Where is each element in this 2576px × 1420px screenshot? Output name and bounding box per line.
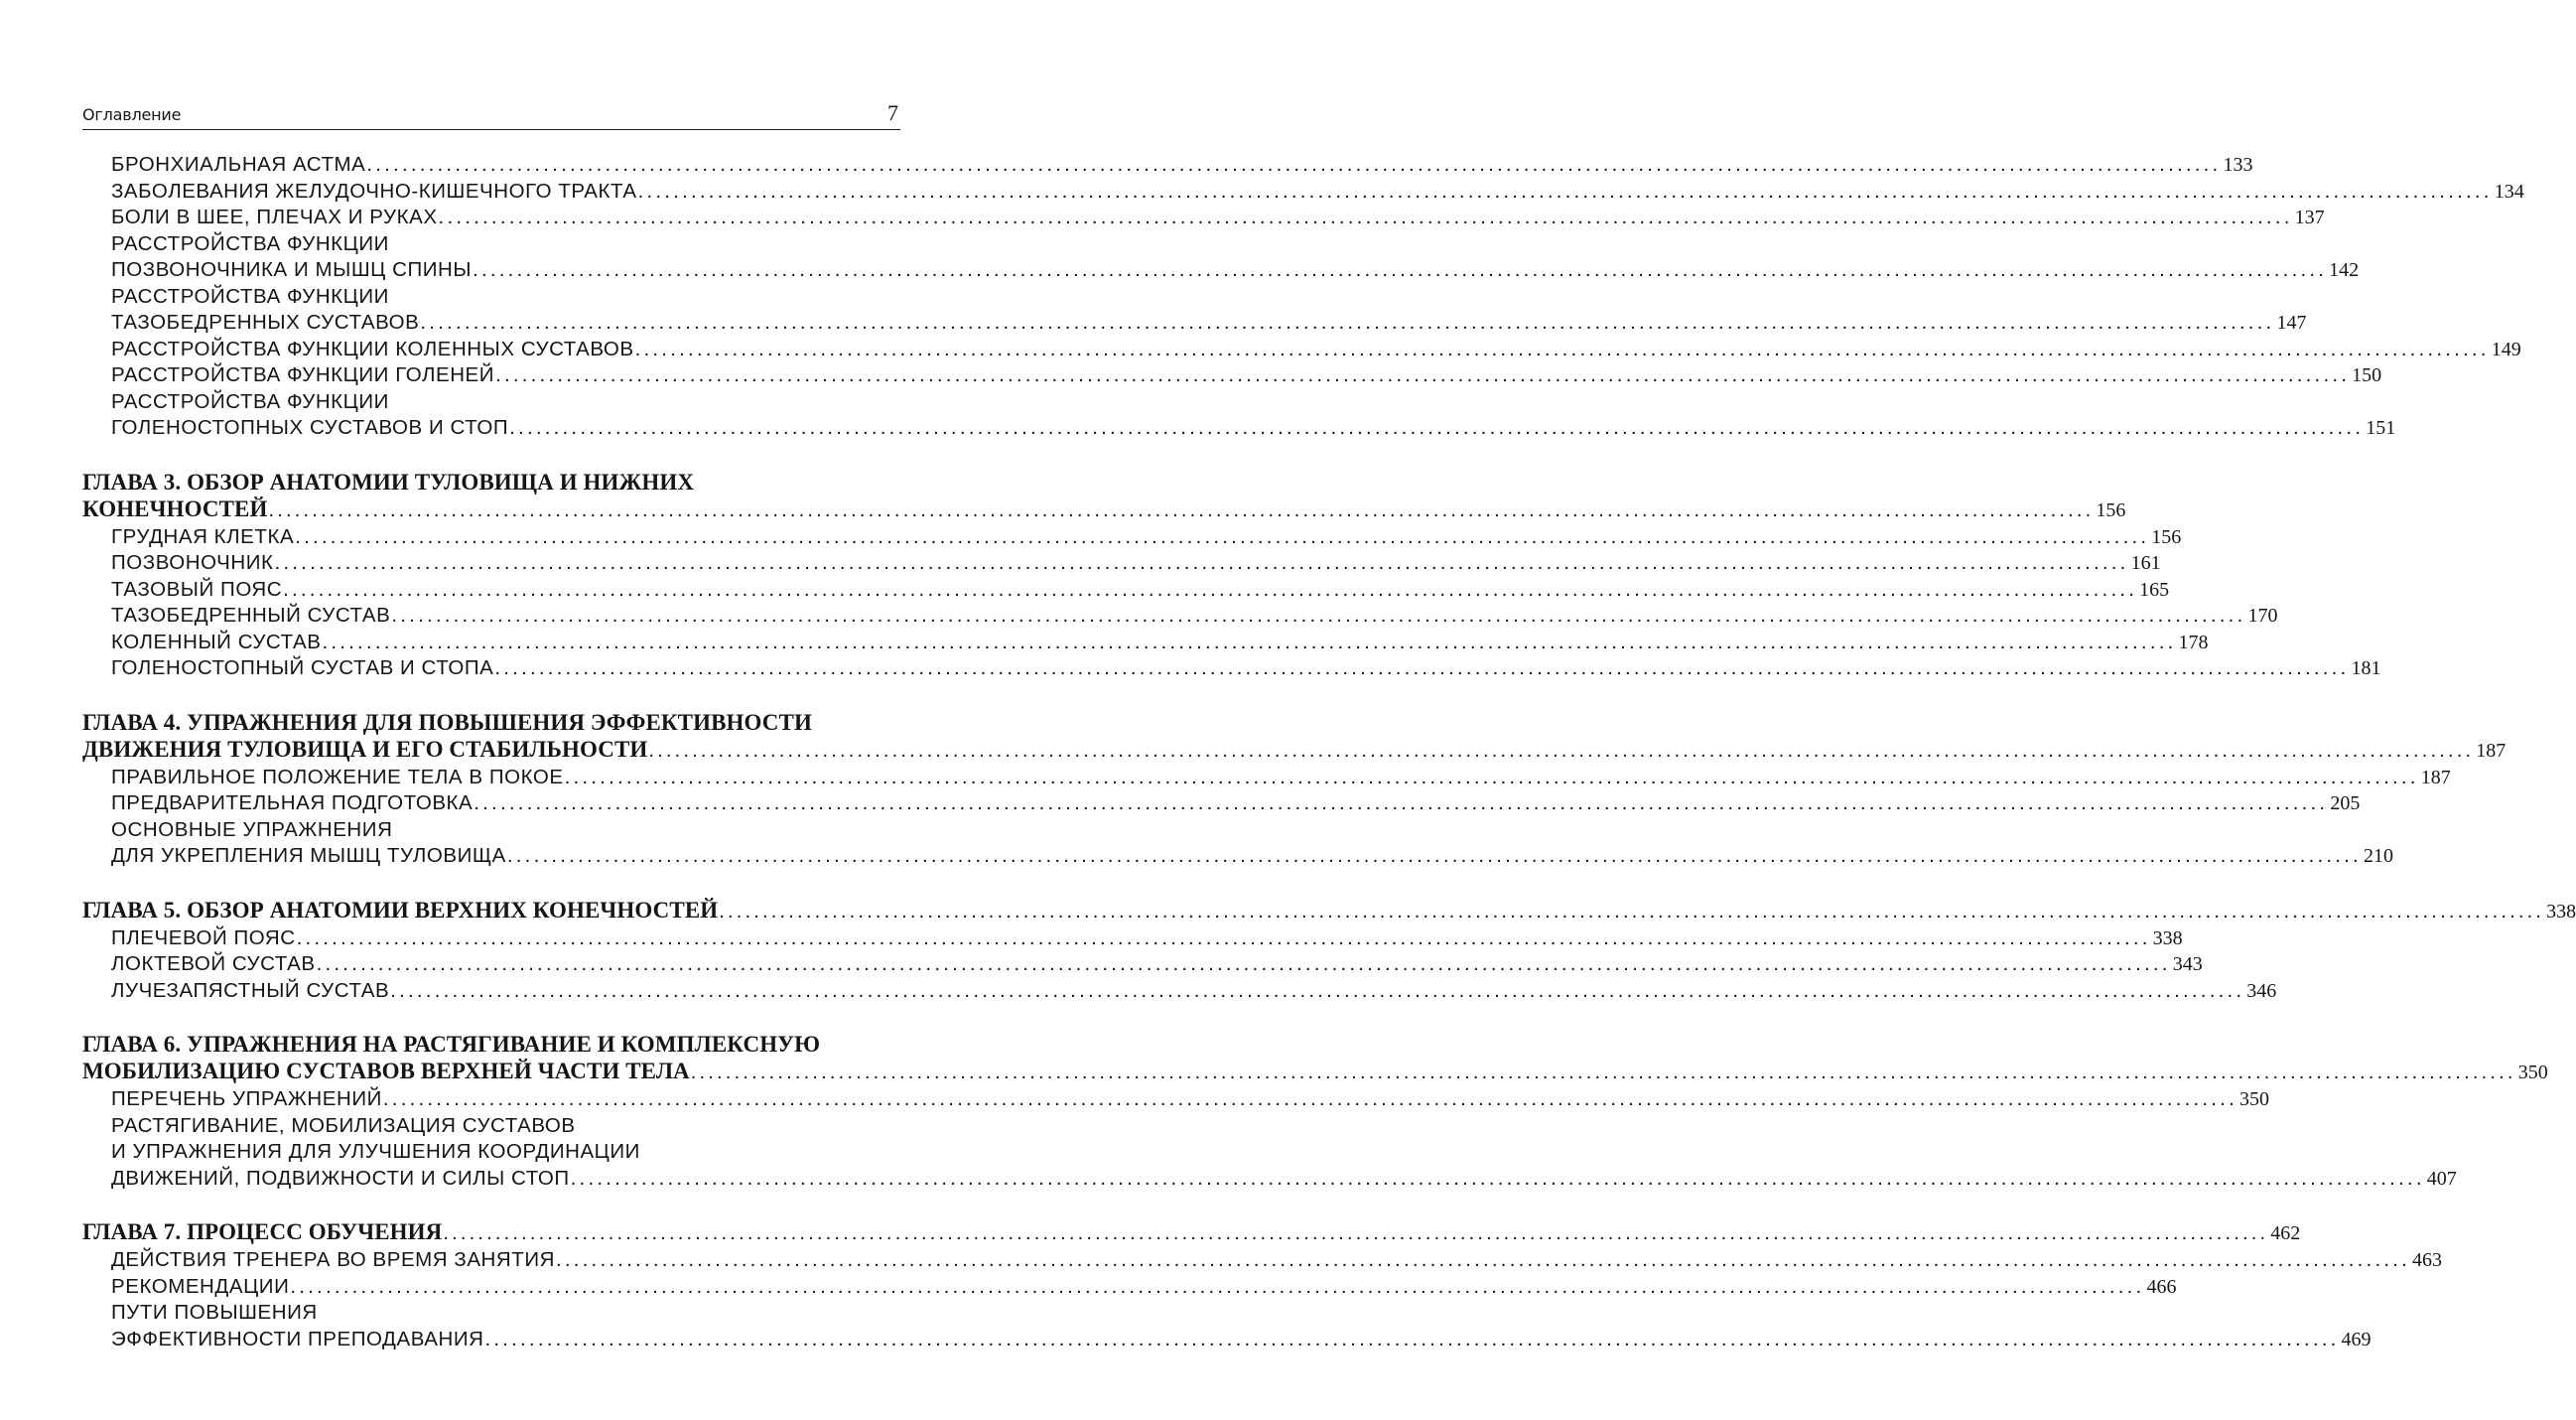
- toc-entry-title: РАССТРОЙСТВА ФУНКЦИИ: [111, 231, 389, 255]
- toc-entry-title: ПОЗВОНОЧНИКА И МЫШЦ СПИНЫ: [111, 258, 473, 281]
- dot-leader: [443, 1220, 2268, 1247]
- toc-entry-line: [82, 1218, 2301, 1247]
- toc-entry: [82, 925, 2183, 952]
- toc-entry-line: [82, 709, 900, 736]
- toc-chapter-heading: [82, 1031, 2548, 1086]
- toc-page-number: 469: [2341, 1328, 2372, 1350]
- toc-entry: [82, 205, 2325, 231]
- toc-entry-line: [111, 577, 2170, 604]
- toc-entry-title: ЗАБОЛЕВАНИЯ ЖЕЛУДОЧНО-КИШЕЧНОГО ТРАКТА: [111, 179, 637, 203]
- toc-page-number: 187: [2420, 766, 2451, 788]
- toc-page-number: 178: [2178, 631, 2209, 653]
- dot-leader: [366, 152, 2221, 179]
- toc-entry-line: [111, 1327, 2372, 1353]
- toc-entry-title: РАССТРОЙСТВА ФУНКЦИИ ГОЛЕНЕЙ: [111, 363, 495, 386]
- dot-leader: [383, 1086, 2237, 1113]
- toc-entry-line: [111, 1113, 900, 1140]
- toc-chapter-heading: [82, 709, 2507, 765]
- toc-entry-line: [82, 496, 2126, 524]
- toc-entry-line: [111, 257, 2360, 284]
- toc-page-number: 170: [2247, 605, 2278, 627]
- dot-leader: [391, 603, 2245, 630]
- toc-page-number: 338: [2546, 900, 2576, 923]
- toc-entry-line: [111, 1086, 2269, 1113]
- toc-entry-line: [82, 1058, 2548, 1086]
- toc-entry-title: ПРЕДВАРИТЕЛЬНАЯ ПОДГОТОВКА: [111, 791, 474, 814]
- toc-entry-line: [111, 550, 2161, 577]
- table-of-contents: [82, 152, 2576, 1352]
- toc-entry: [82, 978, 2277, 1005]
- dot-leader: [507, 843, 2362, 870]
- toc-entry-line: [111, 284, 900, 311]
- toc-page-number: 142: [2329, 259, 2360, 281]
- toc-page-number: 181: [2351, 657, 2381, 679]
- toc-entry: [82, 1113, 2457, 1193]
- toc-entry-line: [111, 951, 2203, 978]
- toc-page-number: 350: [2238, 1088, 2269, 1110]
- dot-leader: [494, 655, 2349, 682]
- toc-entry-title: ГЛАВА 6. УПРАЖНЕНИЯ НА РАСТЯГИВАНИЕ И КОМПЛЕКСНУЮ: [82, 1032, 821, 1057]
- dot-leader: [420, 310, 2274, 337]
- toc-page-number: 156: [2096, 498, 2126, 521]
- toc-entry-title: ГОЛЕНОСТОПНЫЙ СУСТАВ И СТОПА: [111, 656, 494, 679]
- toc-entry-title: И УПРАЖНЕНИЯ ДЛЯ УЛУЧШЕНИЯ КООРДИНАЦИИ: [111, 1140, 640, 1163]
- toc-chapter-heading: [82, 1218, 2301, 1247]
- toc-entry: [82, 1086, 2269, 1113]
- toc-chapter-heading: [82, 897, 2576, 925]
- toc-entry: [82, 284, 2307, 337]
- toc-entry: [82, 1300, 2372, 1352]
- toc-entry-line: [111, 1139, 900, 1166]
- toc-entry-line: [111, 1166, 2457, 1193]
- dot-leader: [295, 524, 2149, 551]
- toc-entry-line: [111, 152, 2253, 179]
- toc-page-number: 147: [2276, 312, 2307, 334]
- dot-leader: [648, 738, 2474, 765]
- toc-entry-line: [111, 310, 2307, 337]
- toc-page-number: 210: [2363, 845, 2393, 867]
- toc-page-number: 350: [2517, 1062, 2548, 1083]
- toc-chapter-heading: [82, 469, 2126, 524]
- toc-entry-line: [111, 765, 2451, 791]
- book-page: [82, 99, 2576, 1352]
- toc-page-number: 161: [2130, 552, 2161, 574]
- dot-leader: [283, 577, 2137, 604]
- toc-entry-title: ГРУДНАЯ КЛЕТКА: [111, 524, 295, 548]
- dot-leader: [691, 1060, 2516, 1086]
- toc-entry-line: [111, 231, 900, 258]
- toc-entry-line: [111, 337, 2521, 363]
- toc-entry-title: РАССТРОЙСТВА ФУНКЦИИ: [111, 389, 389, 413]
- toc-entry: [82, 1247, 2443, 1274]
- toc-entry-line: [111, 1247, 2443, 1274]
- toc-entry-title: ОСНОВНЫЕ УПРАЖНЕНИЯ: [111, 817, 393, 841]
- toc-page-number: 463: [2412, 1249, 2443, 1271]
- toc-entry: [82, 951, 2203, 978]
- toc-entry: [82, 1274, 2177, 1301]
- toc-entry-title: РЕКОМЕНДАЦИИ: [111, 1274, 290, 1298]
- toc-page-number: 165: [2139, 578, 2170, 601]
- toc-page-number: 187: [2476, 739, 2507, 762]
- toc-entry-title: ДВИЖЕНИЙ, ПОДВИЖНОСТИ И СИЛЫ СТОП: [111, 1166, 570, 1190]
- toc-entry-title: ГОЛЕНОСТОПНЫХ СУСТАВОВ И СТОП: [111, 416, 509, 439]
- dot-leader: [390, 978, 2244, 1005]
- toc-page-number: 205: [2330, 792, 2361, 814]
- toc-entry-title: РАСТЯГИВАНИЕ, МОБИЛИЗАЦИЯ СУСТАВОВ: [111, 1113, 576, 1137]
- toc-page-number: 338: [2152, 926, 2183, 949]
- toc-entry-title: ПУТИ ПОВЫШЕНИЯ: [111, 1301, 318, 1324]
- toc-entry-line: [82, 736, 2507, 765]
- toc-page-number: 134: [2494, 180, 2524, 203]
- toc-entry-line: [111, 817, 900, 844]
- dot-leader: [297, 925, 2151, 952]
- toc-entry-title: РАССТРОЙСТВА ФУНКЦИИ: [111, 284, 389, 308]
- toc-entry-title: ПРАВИЛЬНОЕ ПОЛОЖЕНИЕ ТЕЛА В ПОКОЕ: [111, 765, 564, 788]
- toc-page-number: 407: [2426, 1167, 2457, 1190]
- toc-entry-title: БОЛИ В ШЕЕ, ПЛЕЧАХ И РУКАХ: [111, 206, 438, 228]
- toc-entry-line: [111, 978, 2277, 1005]
- toc-entry-title: ТАЗОБЕДРЕННЫЙ СУСТАВ: [111, 604, 391, 627]
- toc-entry-title: ГЛАВА 5. ОБЗОР АНАТОМИИ ВЕРХНИХ КОНЕЧНОСТЕЙ: [82, 897, 719, 923]
- toc-entry-line: [111, 415, 2396, 442]
- toc-entry-title: ПЕРЕЧЕНЬ УПРАЖНЕНИЙ: [111, 1087, 382, 1110]
- toc-entry: [82, 389, 2396, 442]
- dot-leader: [638, 179, 2493, 206]
- dot-leader: [635, 337, 2490, 363]
- toc-entry-line: [82, 1031, 900, 1058]
- toc-entry-title: БРОНХИАЛЬНАЯ АСТМА: [111, 153, 366, 176]
- toc-page-number: 137: [2294, 207, 2325, 228]
- toc-entry-title: РАССТРОЙСТВА ФУНКЦИИ КОЛЕННЫХ СУСТАВОВ: [111, 337, 634, 360]
- toc-entry-title: ТАЗОБЕДРЕННЫХ СУСТАВОВ: [111, 311, 420, 334]
- toc-entry: [82, 577, 2170, 604]
- dot-leader: [474, 790, 2328, 817]
- toc-entry-line: [111, 524, 2182, 551]
- toc-entry-title: ДВИЖЕНИЯ ТУЛОВИЩА И ЕГО СТАБИЛЬНОСТИ: [82, 736, 648, 762]
- toc-page-number: 466: [2146, 1275, 2177, 1298]
- toc-entry: [82, 630, 2209, 656]
- toc-entry-line: [111, 843, 2393, 870]
- dot-leader: [719, 899, 2544, 925]
- dot-leader: [565, 765, 2419, 791]
- toc-entry-title: ГЛАВА 3. ОБЗОР АНАТОМИИ ТУЛОВИЩА И НИЖНИХ: [82, 469, 695, 495]
- toc-entry-title: ЛОКТЕВОЙ СУСТАВ: [111, 952, 316, 975]
- toc-entry-line: [82, 469, 900, 496]
- toc-entry-line: [111, 179, 2524, 206]
- toc-entry: [82, 362, 2382, 389]
- dot-leader: [484, 1327, 2339, 1353]
- dot-leader: [317, 951, 2171, 978]
- running-head-title: Оглавление: [82, 105, 182, 124]
- toc-entry-line: [111, 205, 2325, 231]
- toc-entry: [82, 655, 2381, 682]
- toc-entry: [82, 152, 2253, 179]
- toc-entry-title: ГЛАВА 7. ПРОЦЕСС ОБУЧЕНИЯ: [82, 1219, 443, 1244]
- toc-entry-title: ПОЗВОНОЧНИК: [111, 551, 274, 574]
- toc-entry-title: ДЛЯ УКРЕПЛЕНИЯ МЫШЦ ТУЛОВИЩА: [111, 844, 506, 867]
- toc-entry-line: [111, 389, 900, 416]
- toc-entry-title: МОБИЛИЗАЦИЮ СУСТАВОВ ВЕРХНЕЙ ЧАСТИ ТЕЛА: [82, 1059, 690, 1083]
- toc-page-number: 156: [2151, 525, 2182, 548]
- toc-page-number: 346: [2246, 979, 2277, 1002]
- dot-leader: [322, 630, 2176, 656]
- dot-leader: [439, 205, 2293, 231]
- dot-leader: [571, 1166, 2425, 1193]
- toc-page-number: 462: [2270, 1222, 2301, 1244]
- toc-entry: [82, 337, 2521, 363]
- toc-page-number: 133: [2223, 154, 2253, 176]
- dot-leader: [556, 1247, 2410, 1274]
- toc-entry-title: КОЛЕННЫЙ СУСТАВ: [111, 630, 322, 653]
- toc-entry-title: ТАЗОВЫЙ ПОЯС: [111, 577, 283, 601]
- dot-leader: [290, 1274, 2144, 1301]
- running-head: [82, 99, 900, 130]
- toc-entry-title: ЛУЧЕЗАПЯСТНЫЙ СУСТАВ: [111, 978, 390, 1002]
- toc-entry-line: [82, 897, 2576, 925]
- toc-entry-line: [111, 603, 2278, 630]
- toc-entry-line: [111, 630, 2209, 656]
- toc-page-number: 343: [2172, 953, 2203, 975]
- toc-entry: [82, 817, 2393, 870]
- toc-entry: [82, 550, 2161, 577]
- dot-leader: [473, 257, 2327, 284]
- toc-entry-title: ПЛЕЧЕВОЙ ПОЯС: [111, 925, 296, 949]
- dot-leader: [275, 550, 2129, 577]
- dot-leader: [268, 497, 2094, 524]
- toc-entry-title: ГЛАВА 4. УПРАЖНЕНИЯ ДЛЯ ПОВЫШЕНИЯ ЭФФЕКТИВНОСТИ: [82, 709, 812, 735]
- toc-page-number: 149: [2491, 338, 2521, 360]
- toc-entry-line: [111, 655, 2381, 682]
- toc-entry: [82, 765, 2451, 791]
- toc-entry-title: ЭФФЕКТИВНОСТИ ПРЕПОДАВАНИЯ: [111, 1327, 484, 1350]
- toc-entry: [82, 790, 2361, 817]
- toc-entry-title: КОНЕЧНОСТЕЙ: [82, 496, 268, 521]
- toc-entry: [82, 179, 2524, 206]
- toc-entry-line: [111, 790, 2361, 817]
- toc-entry-line: [111, 1274, 2177, 1301]
- toc-entry-line: [111, 1300, 900, 1327]
- page-number: 7: [887, 100, 898, 125]
- toc-entry: [82, 524, 2182, 551]
- toc-page-number: 151: [2366, 417, 2396, 439]
- dot-leader: [509, 415, 2364, 442]
- dot-leader: [495, 362, 2350, 389]
- toc-entry: [82, 231, 2360, 284]
- toc-entry-line: [111, 362, 2382, 389]
- toc-entry-line: [111, 925, 2183, 952]
- toc-page-number: 150: [2352, 364, 2382, 386]
- toc-entry: [82, 603, 2278, 630]
- toc-entry-title: ДЕЙСТВИЯ ТРЕНЕРА ВО ВРЕМЯ ЗАНЯТИЯ: [111, 1248, 555, 1271]
